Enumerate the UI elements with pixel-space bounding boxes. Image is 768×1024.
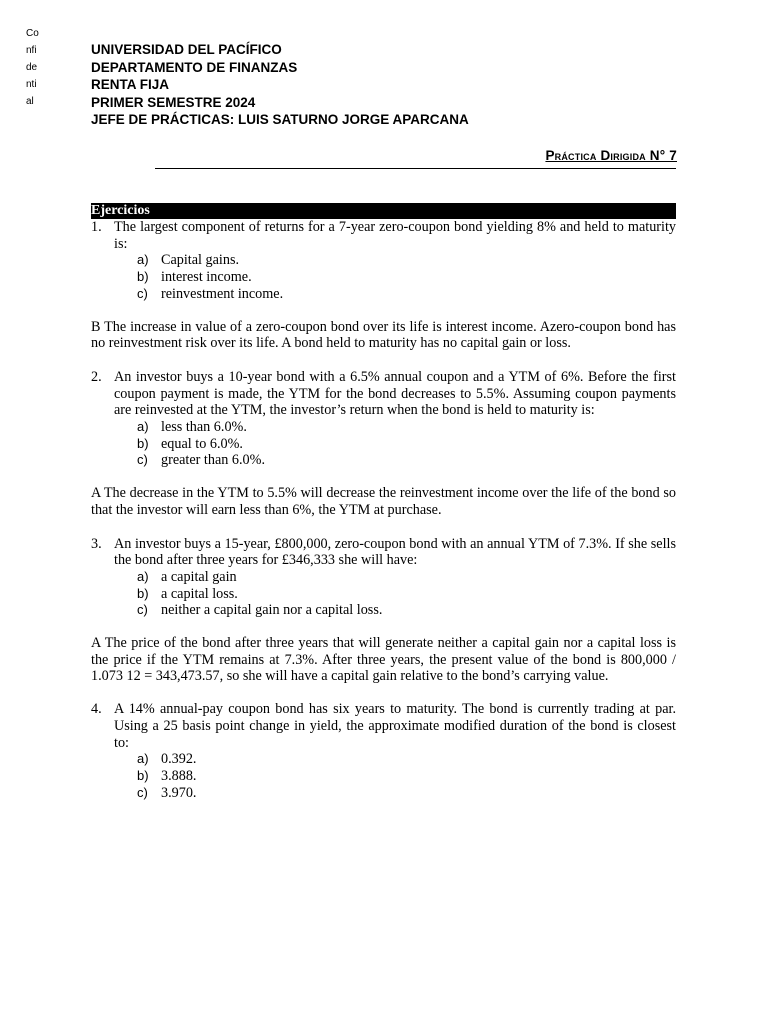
option-item (137, 419, 676, 436)
option-text: Capital gains. (161, 252, 240, 269)
question-number: 1. (91, 219, 102, 235)
option-text: 3.970. (161, 784, 197, 801)
option-label: a) (137, 252, 149, 268)
option-text: less than 6.0%. (161, 419, 247, 436)
document-header (91, 41, 469, 129)
header-course: RENTA FIJA (91, 77, 170, 93)
answer-explanation: B The increase in value of a zero-coupon bond over its life is interest income. Azero-coupon bond has no reinvestment risk over its life. A bond held to maturity has no capital gain or loss. (91, 318, 676, 352)
option-item (137, 269, 676, 286)
header-department: DEPARTAMENTO DE FINANZAS (91, 59, 298, 75)
question-text: The largest component of returns for a 7-year zero-coupon bond yielding 8% and held to maturity is: (114, 219, 676, 252)
option-list (91, 569, 676, 619)
option-label: a) (137, 568, 149, 584)
option-label: b) (137, 767, 149, 783)
option-text: equal to 6.0%. (161, 435, 243, 452)
header-university: UNIVERSIDAD DEL PACÍFICO (91, 42, 282, 57)
watermark-fragment: nfi (26, 45, 37, 56)
practica-title: Práctica Dirigida N° 7 (545, 148, 677, 163)
option-item (137, 286, 676, 303)
option-label: c) (137, 602, 148, 618)
question-number: 3. (91, 535, 102, 552)
option-text: interest income. (161, 269, 252, 286)
question-4 (91, 701, 676, 751)
answer-explanation: A The price of the bond after three years that will generate neither a capital gain nor a capital loss is the price if the YTM remains at 7.3%. After three years, the present value of the bond is 800,000 / 1.073 12 = 343,473.57, so she will have a capital gain relative to the bond’s carrying value. (91, 635, 676, 685)
question-text: An investor buys a 15-year, £800,000, zero-coupon bond with an annual YTM of 7.3%. If she sells the bond after three years for £346,333 she will have: (114, 535, 676, 569)
option-text: reinvestment income. (161, 285, 284, 302)
header-semester: PRIMER SEMESTRE 2024 (91, 94, 256, 110)
option-label: c) (137, 452, 148, 468)
option-text: greater than 6.0%. (161, 452, 265, 469)
option-item (137, 436, 676, 453)
question-number: 4. (91, 701, 102, 718)
option-list (91, 252, 676, 302)
section-title: Ejercicios (91, 203, 676, 219)
question-1 (91, 219, 676, 252)
option-label: b) (137, 585, 149, 601)
option-item (137, 602, 676, 619)
confidential-watermark (26, 25, 44, 110)
option-item (137, 569, 676, 586)
question-number: 2. (91, 368, 102, 385)
watermark-fragment: de (26, 62, 38, 73)
option-item (137, 452, 676, 469)
option-text: a capital loss. (161, 585, 238, 602)
watermark-fragment: al (26, 96, 34, 107)
question-3 (91, 536, 676, 569)
header-divider (155, 168, 676, 169)
option-list (91, 751, 676, 801)
option-text: 3.888. (161, 767, 197, 784)
header-instructor: JEFE DE PRÁCTICAS: LUIS SATURNO JORGE APARCANA (91, 112, 469, 128)
option-item (137, 586, 676, 603)
option-label: a) (137, 751, 149, 767)
option-text: 0.392. (161, 751, 197, 768)
answer-explanation: A The decrease in the YTM to 5.5% will decrease the reinvestment income over the life of the bond so that the investor will earn less than 6%, the YTM at purchase. (91, 485, 676, 518)
exercise-list (91, 219, 676, 801)
watermark-fragment: nti (26, 79, 37, 90)
option-text: neither a capital gain nor a capital loss. (161, 602, 383, 619)
question-text: An investor buys a 10-year bond with a 6.5% annual coupon and a YTM of 6%. Before the first coupon payment is made, the YTM for the bond decreases to 5.5%. Assuming coupon payments are reinvested at the YTM, the investor’s return when the bond is held to maturity is: (114, 368, 676, 419)
watermark-fragment: Co (26, 28, 39, 39)
question-text: A 14% annual-pay coupon bond has six years to maturity. The bond is currently trading at par. Using a 25 basis point change in yield, the approximate modified duration of the bond is closest to: (114, 701, 676, 751)
option-label: b) (137, 269, 149, 285)
option-label: c) (137, 784, 148, 800)
option-item (137, 252, 676, 269)
option-label: a) (137, 419, 149, 435)
option-item (137, 768, 676, 785)
question-2 (91, 369, 676, 419)
option-item (137, 751, 676, 768)
option-item (137, 785, 676, 802)
option-label: c) (137, 285, 148, 301)
option-label: b) (137, 435, 149, 451)
option-text: a capital gain (161, 568, 237, 585)
option-list (91, 419, 676, 469)
